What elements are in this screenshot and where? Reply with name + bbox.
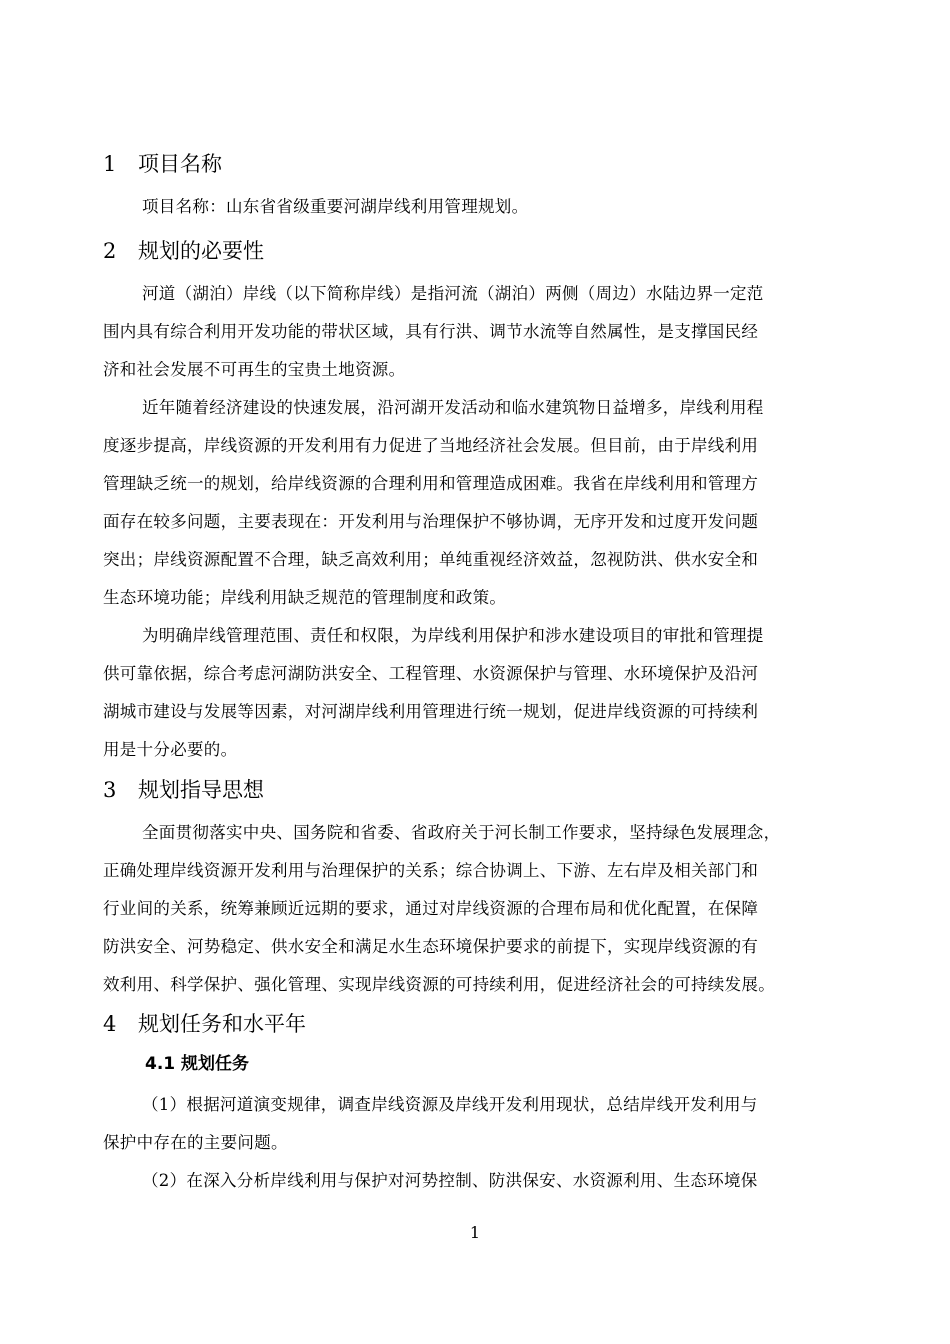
- body-line: 生态环境功能；岸线利用缺乏规范的管理制度和政策。: [103, 588, 507, 607]
- body-line: 正确处理岸线资源开发利用与治理保护的关系；综合协调上、下游、左右岸及相关部门和: [103, 861, 759, 880]
- body-line: 保护中存在的主要问题。: [103, 1133, 288, 1152]
- section-heading-3: [103, 776, 264, 804]
- body-line: 项目名称：山东省省级重要河湖岸线利用管理规划。: [142, 197, 529, 216]
- body-line: （2）在深入分析岸线利用与保护对河势控制、防洪保安、水资源利用、生态环境保: [142, 1171, 758, 1190]
- body-line: 济和社会发展不可再生的宝贵土地资源。: [103, 360, 406, 379]
- section-number: 3: [103, 778, 117, 802]
- section-number: 1: [103, 152, 117, 176]
- body-line: 全面贯彻落实中央、国务院和省委、省政府关于河长制工作要求，坚持绿色发展理念，: [142, 823, 781, 842]
- body-line: 面存在较多问题，主要表现在：开发利用与治理保护不够协调，无序开发和过度开发问题: [103, 512, 759, 531]
- subsection-heading: 4.1 规划任务: [145, 1054, 250, 1074]
- body-line: 近年随着经济建设的快速发展，沿河湖开发活动和临水建筑物日益增多，岸线利用程: [142, 398, 764, 417]
- section-title: 规划任务和水平年: [138, 1012, 306, 1036]
- body-line: 用是十分必要的。: [103, 740, 238, 759]
- body-line: 行业间的关系，统筹兼顾近远期的要求，通过对岸线资源的合理布局和优化配置，在保障: [103, 899, 759, 918]
- body-line: 效利用、科学保护、强化管理、实现岸线资源的可持续利用，促进经济社会的可持续发展。: [103, 975, 775, 994]
- page-number: 1: [469, 1223, 481, 1242]
- section-number: 2: [103, 239, 117, 263]
- section-title: 规划的必要性: [138, 239, 264, 263]
- section-title: 规划指导思想: [138, 778, 264, 802]
- body-line: 度逐步提高，岸线资源的开发利用有力促进了当地经济社会发展。但目前，由于岸线利用: [103, 436, 759, 455]
- body-line: 突出；岸线资源配置不合理，缺乏高效利用；单纯重视经济效益，忽视防洪、供水安全和: [103, 550, 759, 569]
- body-line: 湖城市建设与发展等因素，对河湖岸线利用管理进行统一规划，促进岸线资源的可持续利: [103, 702, 759, 721]
- body-line: 防洪安全、河势稳定、供水安全和满足水生态环境保护要求的前提下，实现岸线资源的有: [103, 937, 759, 956]
- section-number: 4: [103, 1012, 117, 1036]
- body-line: 为明确岸线管理范围、责任和权限，为岸线利用保护和涉水建设项目的审批和管理提: [142, 626, 764, 645]
- body-line: 围内具有综合利用开发功能的带状区域，具有行洪、调节水流等自然属性，是支撑国民经: [103, 322, 759, 341]
- section-heading-1: [103, 150, 222, 178]
- body-line: 管理缺乏统一的规划，给岸线资源的合理利用和管理造成困难。我省在岸线利用和管理方: [103, 474, 759, 493]
- section-heading-2: [103, 237, 264, 265]
- body-line: （1）根据河道演变规律，调查岸线资源及岸线开发利用现状，总结岸线开发利用与: [142, 1095, 758, 1114]
- body-line: 供可靠依据，综合考虑河湖防洪安全、工程管理、水资源保护与管理、水环境保护及沿河: [103, 664, 759, 683]
- body-line: 河道（湖泊）岸线（以下简称岸线）是指河流（湖泊）两侧（周边）水陆边界一定范: [142, 284, 764, 303]
- section-title: 项目名称: [138, 152, 222, 176]
- section-heading-4: [103, 1010, 306, 1038]
